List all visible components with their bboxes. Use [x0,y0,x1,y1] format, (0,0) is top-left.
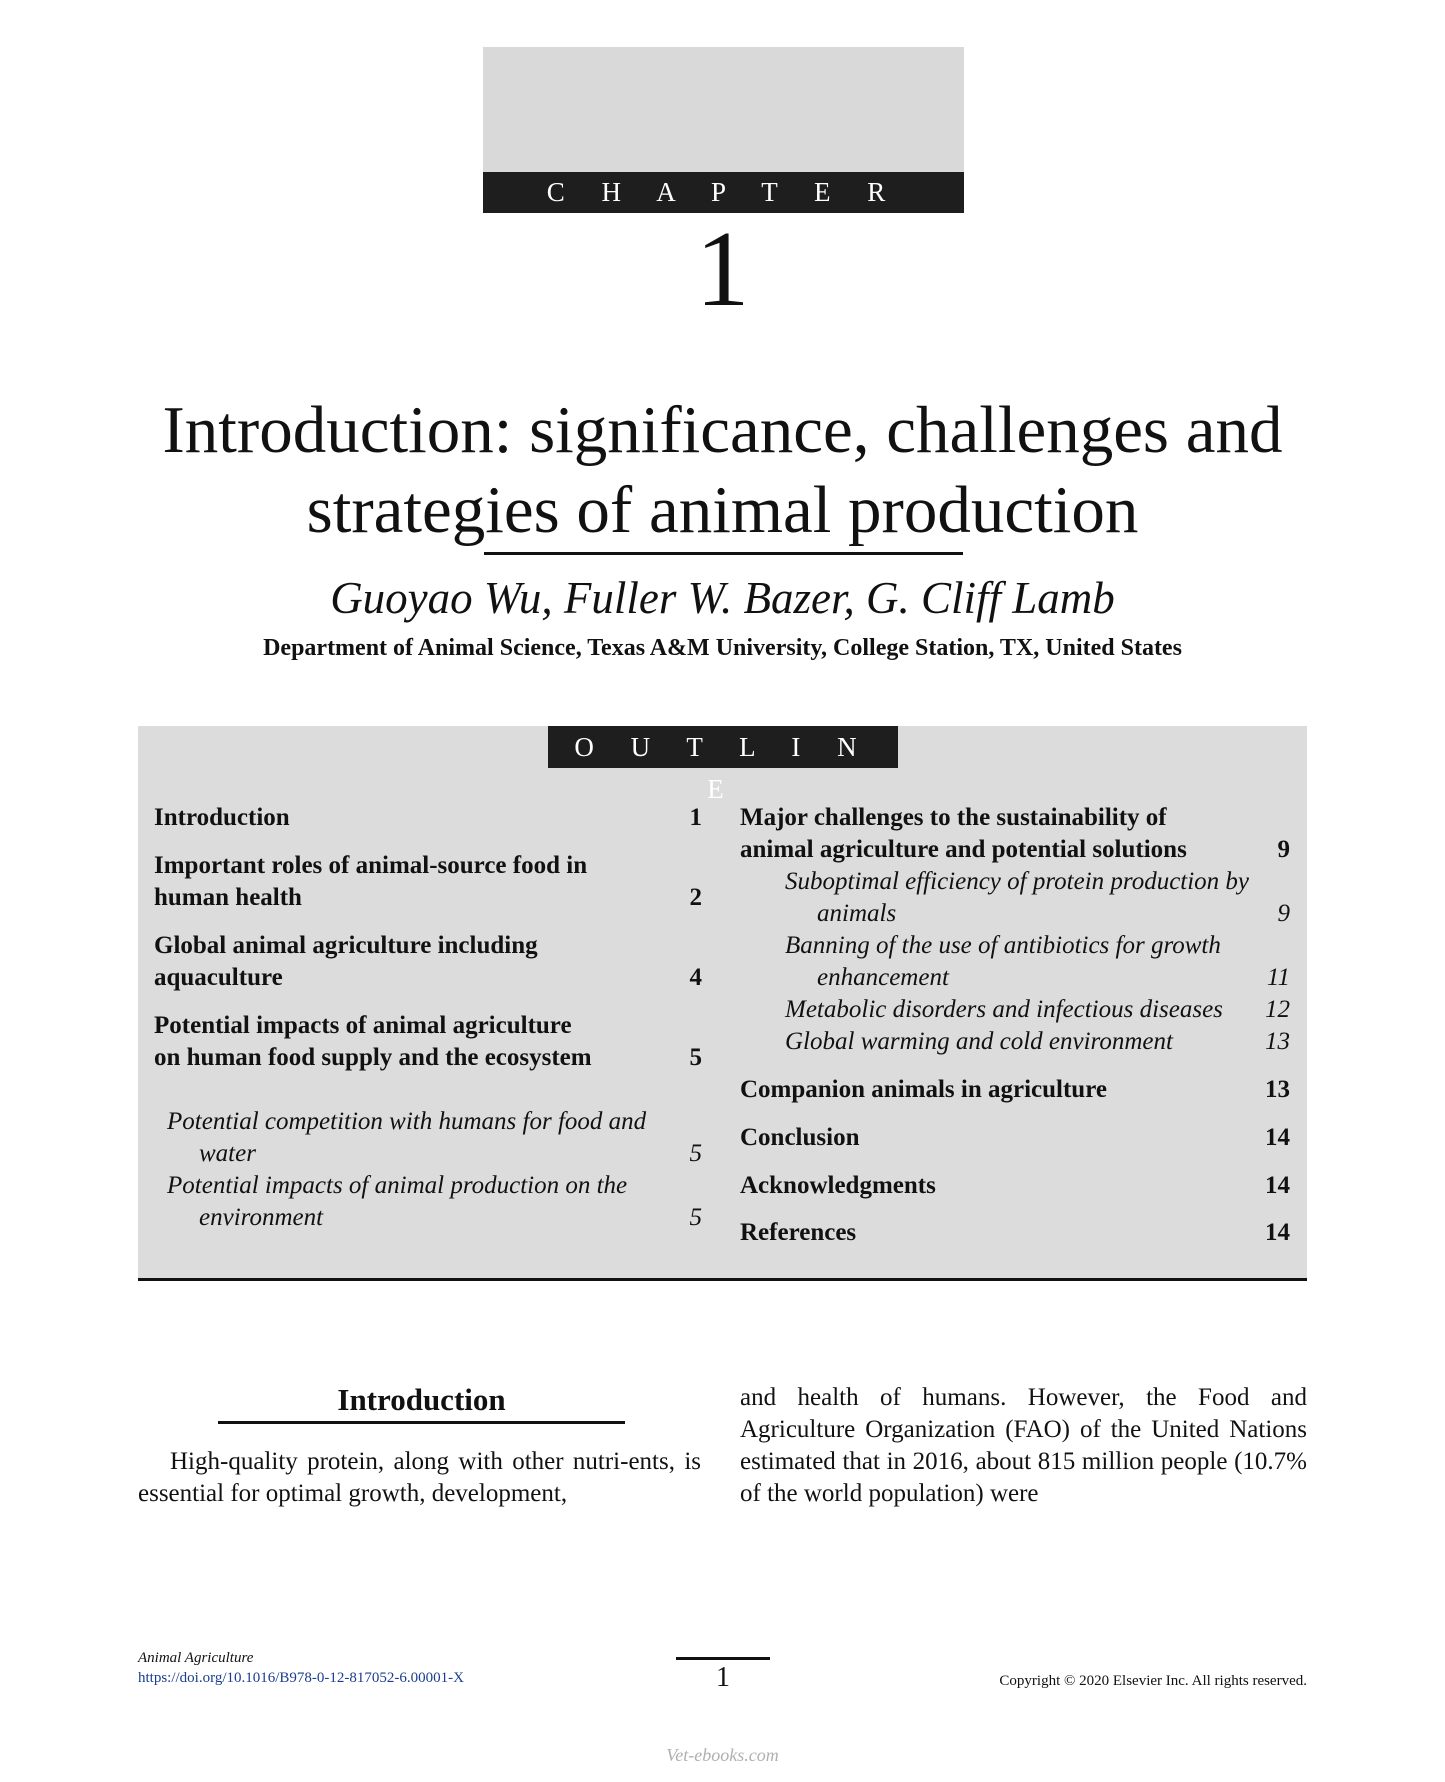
copyright: Copyright © 2020 Elsevier Inc. All rights reserved. [999,1673,1307,1689]
toc-page: 5 [689,1044,702,1071]
authors: Guoyao Wu, Fuller W. Bazer, G. Cliff Lamb [330,573,1115,623]
watermark: Vet-ebooks.com [666,1745,779,1765]
toc-subitem[interactable]: Global warming and cold environment 13 [740,1026,1290,1058]
toc-page: 11 [1266,964,1290,991]
toc-item[interactable]: Introduction 1 [154,802,702,834]
body-paragraph-left: High-quality protein, along with other nutri-ents, is essential for optimal growth, development, [138,1448,701,1507]
title-divider [484,552,963,555]
toc-subitem[interactable]: Metabolic disorders and infectious diseases 12 [740,994,1290,1026]
page-number-rule [676,1657,770,1660]
toc-page: 14 [1265,1172,1290,1199]
toc-page: 14 [1265,1219,1290,1246]
toc-subitem[interactable]: Potential impacts of animal production on the environment 5 [154,1170,702,1234]
toc-item[interactable]: References 14 [740,1217,1290,1249]
toc-item[interactable]: Major challenges to the sustainability of animal agriculture and potential solutions 9 [740,802,1290,866]
page-number: 1 [716,1662,730,1693]
toc-subitem[interactable]: Banning of the use of antibiotics for growth enhancement 11 [740,930,1290,994]
section-divider [218,1421,625,1424]
toc-page: 14 [1265,1124,1290,1151]
toc-page: 9 [1277,900,1290,927]
body-paragraph-right: and health of humans. However, the Food and Agriculture Organization (FAO) of the United Nations estimated that in 2016, about 815 million people (10.7% of the world population) were [740,1384,1307,1507]
toc-page: 13 [1265,1028,1290,1055]
toc-item[interactable]: Potential impacts of animal agriculture on human food supply and the ecosystem 5 [154,1010,702,1074]
toc-page: 5 [689,1140,702,1167]
chapter-number: 1 [695,210,750,329]
doi-link[interactable]: https://doi.org/10.1016/B978-0-12-817052-6.00001-X [138,1670,464,1686]
toc-item[interactable]: Global animal agriculture including aquaculture 4 [154,930,702,994]
toc-item[interactable]: Conclusion 14 [740,1122,1290,1154]
toc-item[interactable]: Acknowledgments 14 [740,1170,1290,1202]
toc-page: 5 [689,1204,702,1231]
section-heading: Introduction [337,1382,506,1417]
book-title: Animal Agriculture [138,1650,254,1666]
toc-page: 13 [1265,1076,1290,1103]
chapter-title-line2: strategies of animal production [306,473,1139,547]
affiliation: Department of Animal Science, Texas A&M University, College Station, TX, United States [263,635,1182,661]
toc-page: 2 [689,884,702,911]
toc-page: 12 [1265,996,1290,1023]
chapter-label: C H A P T E R [483,172,964,213]
outline-label: O U T L I N E [548,726,898,768]
toc-item[interactable]: Important roles of animal-source food in human health 2 [154,850,702,914]
toc-item[interactable]: Companion animals in agriculture 13 [740,1074,1290,1106]
toc-page: 1 [689,804,702,831]
chapter-title-line1: Introduction: significance, challenges and [162,393,1283,467]
toc-page: 9 [1277,836,1290,863]
chapter-title [60,390,1385,550]
toc-subitem[interactable]: Potential competition with humans for food and water 5 [154,1106,702,1170]
toc-page: 4 [689,964,702,991]
toc-subitem[interactable]: Suboptimal efficiency of protein production by animals 9 [740,866,1290,930]
chapter-header-panel [483,47,964,172]
